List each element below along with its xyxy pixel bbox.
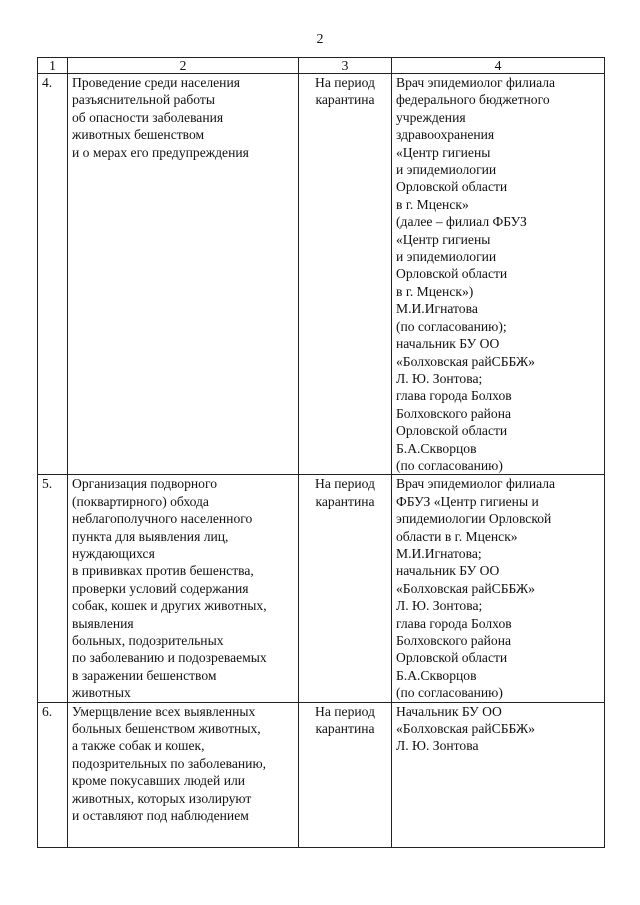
cell-text-line: Л. Ю. Зонтова; — [396, 598, 483, 614]
cell-text-line: в прививках против бешенства, — [72, 563, 254, 579]
cell-text-line: (поквартирного) обхода — [72, 493, 209, 509]
cell-text-line: федерального бюджетного — [396, 92, 550, 108]
cell-text-line: Врач эпидемиолог филиала — [396, 75, 556, 90]
cell-text-line: Организация подворного — [72, 476, 217, 492]
cell-text-line: в заражении бешенством — [72, 667, 217, 683]
cell-text-line: выявления — [72, 615, 134, 631]
action-cell — [68, 475, 299, 702]
cell-text-line: На период — [315, 476, 375, 492]
table-row — [38, 74, 605, 475]
cell-text-line: «Болховская райСББЖ» — [396, 353, 535, 369]
term-cell — [299, 702, 392, 847]
cell-text-line: эпидемиологии Орловской — [396, 511, 552, 527]
cell-text-line: Б.А.Скворцов — [396, 440, 477, 456]
cell-text-line: об опасности заболевания — [72, 109, 224, 125]
cell-text-line: здравоохранения — [396, 127, 495, 143]
cell-text-line: и эпидемиологии — [396, 249, 497, 265]
cell-text-line: животных бешенством — [72, 127, 205, 143]
header-cell: 2 — [68, 58, 299, 74]
cell-text-line: животных, которых изолируют — [72, 790, 252, 806]
cell-text-line: карантина — [315, 92, 375, 108]
cell-text-line: (по согласованию); — [396, 318, 507, 334]
responsible-cell — [392, 74, 605, 475]
cell-text-line: На период — [315, 75, 375, 90]
cell-text-line: Орловской области — [396, 266, 508, 282]
cell-text-line: кроме покусавших людей или — [72, 773, 246, 789]
header-cell: 4 — [392, 58, 605, 74]
cell-text-line: и о мерах его предупреждения — [72, 144, 249, 160]
cell-text-line: Начальник БУ ОО — [396, 703, 502, 719]
table-row — [38, 702, 605, 847]
cell-text-line: а также собак и кошек, — [72, 738, 205, 754]
header-cell: 3 — [299, 58, 392, 74]
cell-text-line: больных бешенством животных, — [72, 721, 261, 737]
cell-text-line: подозрительных по заболеванию, — [72, 755, 266, 771]
responsible-cell — [392, 702, 605, 847]
cell-text-line: Л. Ю. Зонтова; — [396, 370, 483, 386]
cell-text-line: «Центр гигиены — [396, 231, 491, 247]
cell-text-line: больных, подозрительных — [72, 633, 224, 648]
cell-text-line: М.И.Игнатова; — [396, 545, 482, 561]
cell-text-line: животных — [72, 685, 131, 701]
cell-text-line: начальник БУ ОО — [396, 563, 500, 579]
cell-text-line: и оставляют под наблюдением — [72, 808, 249, 824]
cell-text-line: «Болховская райСББЖ» — [396, 580, 535, 596]
cell-text-line: Умерщвление всех выявленных — [72, 703, 256, 719]
cell-text-line: Врач эпидемиолог филиала — [396, 476, 556, 492]
row-number: 5. — [38, 475, 68, 702]
cell-text-line: глава города Болхов — [396, 388, 512, 404]
cell-text-line: Орловской области — [396, 423, 508, 439]
cell-text-line: карантина — [315, 721, 375, 737]
cell-text-line: глава города Болхов — [396, 615, 512, 631]
table-header-row — [38, 58, 605, 74]
cell-text-line: Орловской области — [396, 650, 508, 666]
cell-text-line: «Болховская райСББЖ» — [396, 721, 535, 737]
table-row — [38, 475, 605, 702]
cell-text-line: нуждающихся — [72, 545, 155, 561]
cell-text-line: начальник БУ ОО — [396, 336, 500, 352]
cell-text-line: собак, кошек и других животных, — [72, 598, 267, 614]
cell-text-line: (далее – филиал ФБУЗ — [396, 214, 527, 230]
cell-text-line: проверки условий содержания — [72, 580, 249, 596]
cell-text-line: карантина — [315, 493, 375, 509]
page-number: 2 — [316, 32, 324, 47]
cell-text-line: (по согласованию) — [396, 685, 503, 701]
action-cell — [68, 702, 299, 847]
responsible-cell — [392, 475, 605, 702]
cell-text-line: М.И.Игнатова — [396, 301, 478, 317]
cell-text-line: На период — [315, 703, 375, 719]
cell-text-line: Л. Ю. Зонтова — [396, 738, 479, 754]
cell-text-line: Проведение среди населения — [72, 75, 240, 90]
cell-text-line: Болховского района — [396, 633, 512, 648]
cell-text-line: по заболеванию и подозреваемых — [72, 650, 267, 666]
action-cell — [68, 74, 299, 475]
cell-text-line: в г. Мценск» — [396, 196, 469, 212]
cell-text-line: пункта для выявления лиц, — [72, 528, 229, 544]
term-cell — [299, 74, 392, 475]
cell-text-line: области в г. Мценск» — [396, 528, 518, 544]
cell-text-line: учреждения — [396, 109, 466, 125]
cell-text-line: разъяснительной работы — [72, 92, 215, 108]
cell-text-line: Болховского района — [396, 405, 512, 421]
measures-table — [37, 57, 605, 848]
cell-text-line: и эпидемиологии — [396, 162, 497, 178]
row-number: 6. — [38, 702, 68, 847]
term-cell — [299, 475, 392, 702]
header-cell: 1 — [38, 58, 68, 74]
row-number: 4. — [38, 74, 68, 475]
cell-text-line: Б.А.Скворцов — [396, 667, 477, 683]
cell-text-line: «Центр гигиены — [396, 144, 491, 160]
cell-text-line: ФБУЗ «Центр гигиены и — [396, 493, 539, 509]
cell-text-line: в г. Мценск») — [396, 283, 474, 299]
cell-text-line: неблагополучного населенного — [72, 511, 253, 527]
cell-text-line: Орловской области — [396, 179, 508, 195]
cell-text-line: (по согласованию) — [396, 457, 503, 473]
